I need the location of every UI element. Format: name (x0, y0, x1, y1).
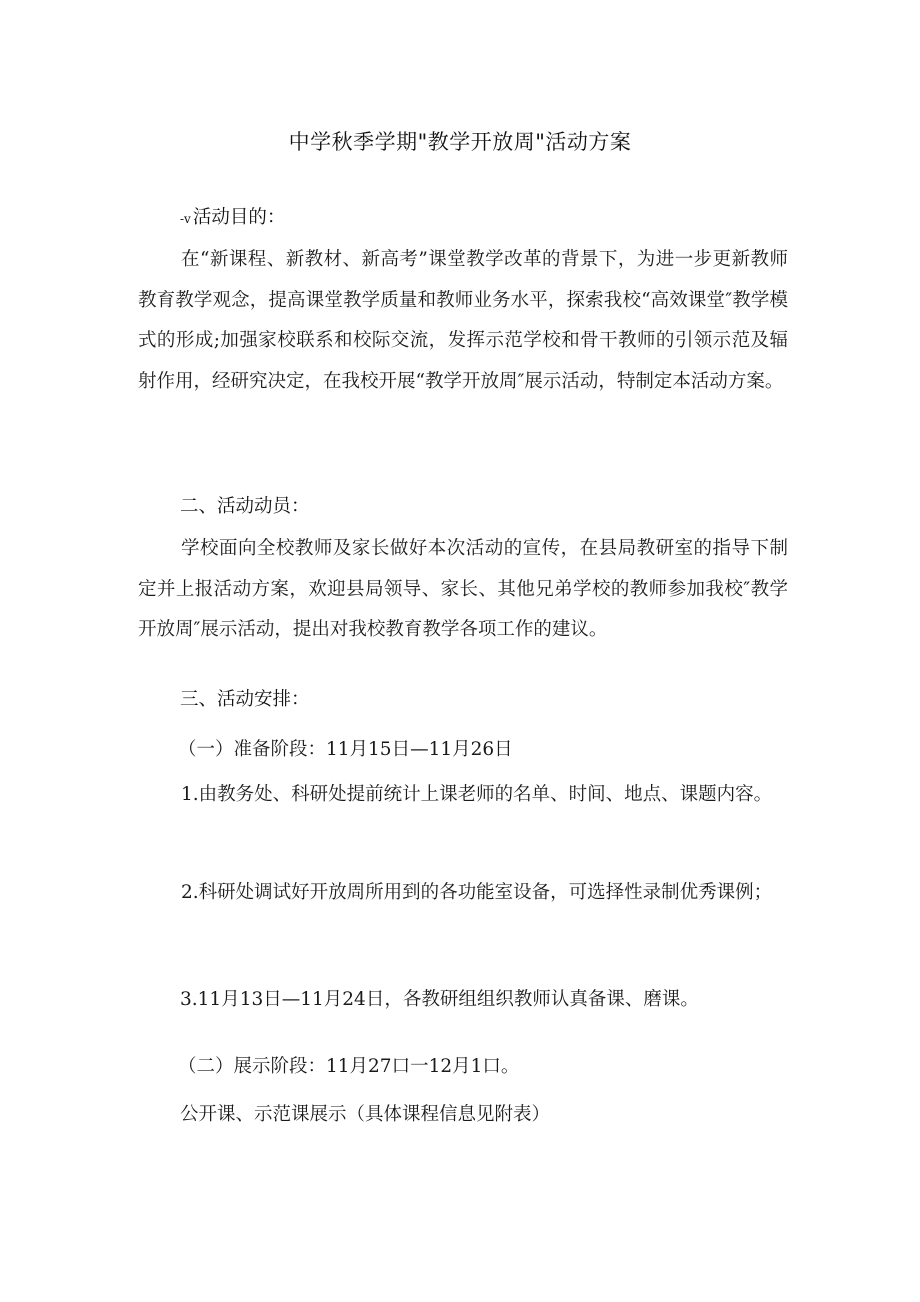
stage2-heading: （二）展示阶段：11月27口一12月1口。 (178, 1056, 520, 1077)
section1-prefix: -v (180, 212, 191, 226)
stage1-heading: （一）准备阶段：11月15日—11月26日 (178, 739, 513, 760)
section1-heading (180, 203, 285, 229)
section2-paragraph: 学校面向全校教师及家长做好本次活动的宣传，在县局教研室的指导下制定并上报活动方案，欢迎县局领导、家长、其他兄弟学校的教师参加我校″教学开放周″展示活动，提出对我校教育教学各项工作的建议。 (138, 538, 788, 640)
list-item-1: 1.由教务处、科研处提前统计上课老师的名单、时间、地点、课题内容。 (181, 784, 773, 805)
document-title: 中学秋季学期"教学开放周"活动方案 (288, 130, 632, 154)
list-item-3: 3.11月13日—11月24日，各教研组组织教师认真备课、磨课。 (180, 989, 699, 1010)
section1-paragraph: 在“新课程、新教材、新高考”课堂教学改革的背景下，为进一步更新教师教育教学观念，提高课堂教学质量和教师业务水平，探索我校“高效课堂″教学模式的形成;加强家校联系和校际交流，发挥示范学校和骨干教师的引领示范及辐射作用，经研究决定，在我校开展“教学开放周″展示活动，特制定本活动方案。 (138, 249, 788, 392)
stage2-note: 公开课、示范课展示（具体课程信息见附表） (180, 1104, 551, 1125)
section2-heading: 二、活动动员： (180, 496, 310, 517)
list-item-2: 2.科研处调试好开放周所用到的各功能室设备，可选择性录制优秀课例； (181, 882, 773, 903)
section1-heading-text: 活动目的： (192, 207, 286, 228)
section3-heading: 三、活动安排： (180, 689, 310, 710)
